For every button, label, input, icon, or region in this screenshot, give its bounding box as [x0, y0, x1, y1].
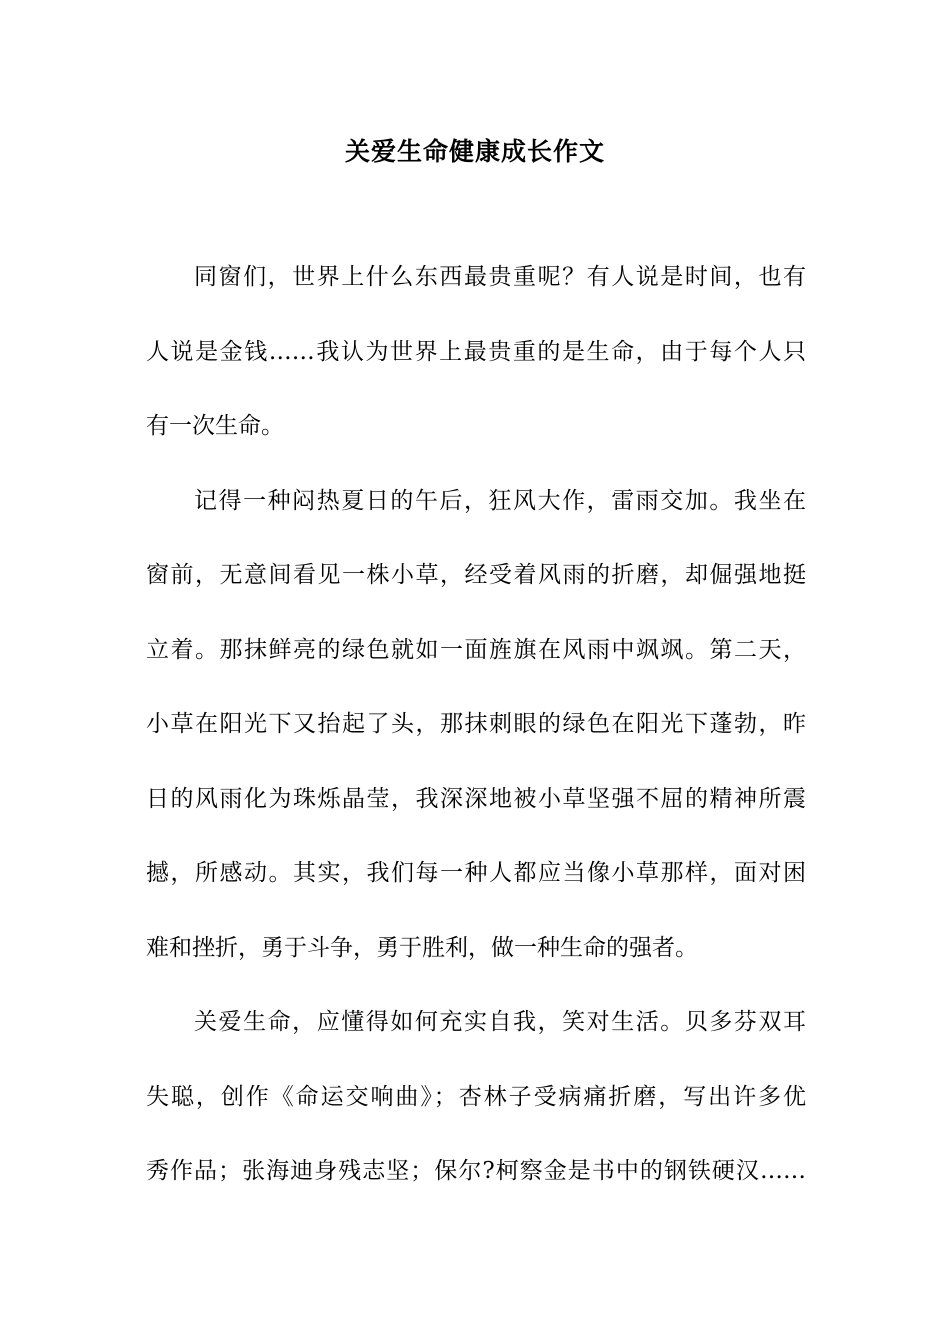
text-line: 记得一种闷热夏日的午后，狂风大作，雷雨交加。我坐在: [194, 487, 806, 514]
text-line: 同窗们，世界上什么东西最贵重呢？有人说是时间，也有: [194, 264, 806, 290]
text-line: 撼，所感动。其实，我们每一种人都应当像小草那样，面对困: [146, 860, 806, 886]
text-line: 难和挫折，勇于斗争，勇于胜利，做一种生命的强者。: [146, 934, 698, 961]
text-line: 窗前，无意间看见一株小草，经受着风雨的折磨，却倔强地挺: [146, 562, 806, 588]
text-line: 日的风雨化为珠烁晶莹，我深深地被小草坚强不屈的精神所震: [146, 785, 806, 812]
text-line: 失聪，创作《命运交响曲》；杏林子受病痛折磨，写出许多优: [146, 1083, 806, 1110]
text-line: 立着。那抹鲜亮的绿色就如一面旌旗在风雨中飒飒。第二天，: [146, 636, 806, 663]
document-body: [146, 254, 806, 1223]
text-line: 小草在阳光下又抬起了头，那抹刺眼的绿色在阳光下蓬勃，昨: [146, 711, 806, 737]
text-line: 关爱生命，应懂得如何充实自我，笑对生活。贝多芬双耳: [194, 1009, 806, 1035]
document-title: 关爱生命健康成长作文: [344, 137, 605, 166]
text-line: 人说是金钱……我认为世界上最贵重的是生命，由于每个人只: [146, 338, 806, 365]
text-line: 有一次生命。: [146, 413, 284, 439]
text-line: 秀作品；张海迪身残志坚；保尔?柯察金是书中的钢铁硬汉……: [146, 1158, 806, 1184]
